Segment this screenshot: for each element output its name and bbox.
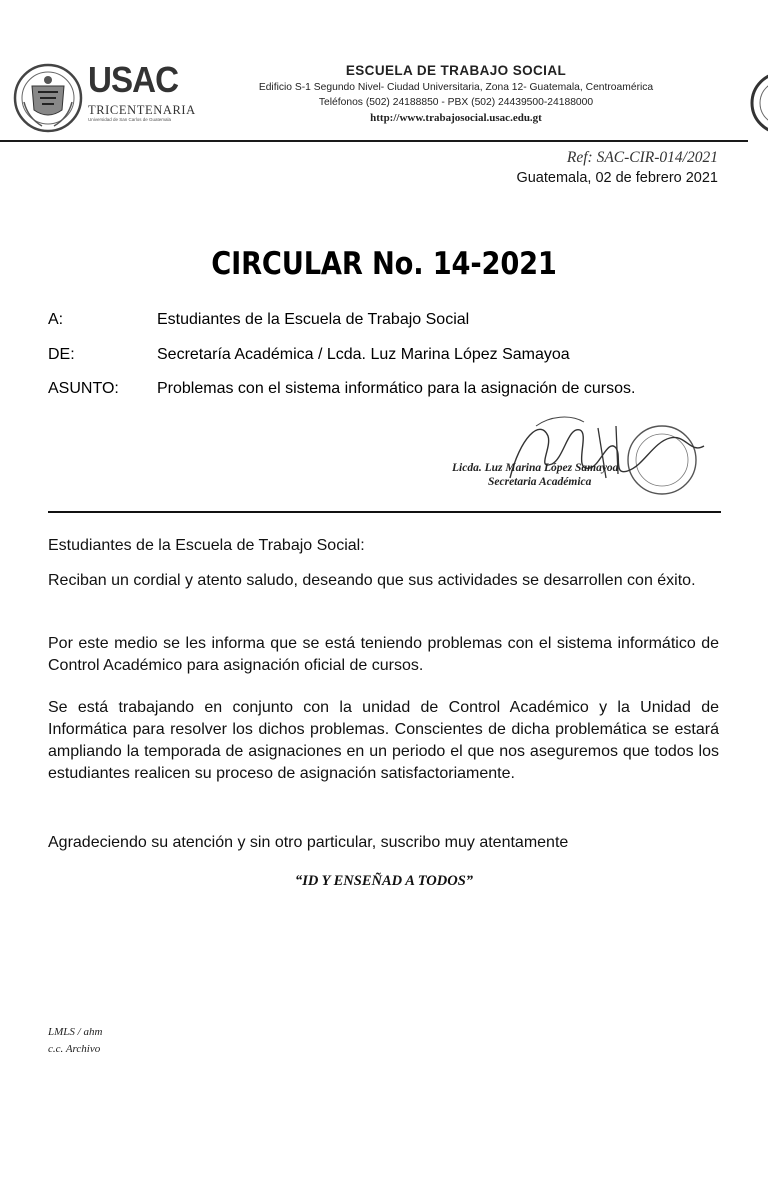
- closing: [48, 832, 719, 854]
- school-address: Edificio S-1 Segundo Nivel- Ciudad Universitaria, Zona 12- Guatemala, Centroamérica: [258, 82, 654, 93]
- school-crest-icon: [748, 70, 768, 136]
- body-divider: [48, 511, 721, 513]
- usac-crest-icon: [12, 62, 84, 134]
- school-name: ESCUELA DE TRABAJO SOCIAL: [345, 63, 567, 78]
- header-label: DE:: [48, 346, 75, 363]
- header-label: ASUNTO:: [48, 380, 119, 397]
- paragraph-text: Por este medio se les informa que se está teniendo problemas con el sistema informático de Control Académico para asignación oficial de cursos.: [48, 635, 719, 674]
- usac-logo-caption: Universidad de San Carlos de Guatemala: [88, 117, 172, 122]
- closing-text: Agradeciendo su atención y sin otro particular, suscribo muy atentamente: [48, 834, 569, 851]
- header-value: Problemas con el sistema informático para la asignación de cursos.: [157, 380, 636, 397]
- letter-date: Guatemala, 02 de febrero 2021: [516, 170, 718, 186]
- school-phones: Teléfonos (502) 24188850 - PBX (502) 24439500-24188000: [318, 97, 594, 108]
- paragraph-2: [48, 633, 719, 677]
- greeting-text: Estudiantes de la Escuela de Trabajo Social:: [48, 537, 365, 554]
- circular-title: CIRCULAR No. 14-2021: [211, 246, 557, 282]
- footer-cc: c.c. Archivo: [48, 1043, 101, 1055]
- usac-logo-word: USAC: [88, 59, 179, 100]
- greeting: [48, 535, 719, 557]
- signature-stamp-icon: [440, 408, 740, 508]
- signatory-name: Licda. Luz Marina López Samayoa: [452, 462, 619, 474]
- header-label: A:: [48, 311, 64, 328]
- footer-initials: LMLS / ahm: [48, 1026, 103, 1038]
- reference-number: Ref: SAC-CIR-014/2021: [566, 149, 718, 166]
- usac-logo-sub: TRICENTENARIA: [88, 103, 196, 117]
- header-value: Estudiantes de la Escuela de Trabajo Social: [157, 311, 470, 328]
- usac-logo: [88, 59, 196, 123]
- header-value: Secretaría Académica / Lcda. Luz Marina López Samayoa: [157, 346, 570, 363]
- paragraph-3: [48, 697, 719, 785]
- paragraph-text: Se está trabajando en conjunto con la unidad de Control Académico y la Unidad de Informática para resolver los dichos problemas. Conscientes de dicha problemática se estará ampliando la temporada de asignaciones en un periodo el que nos aseguremos que todos los estudiantes realicen su proceso de asignación satisfactoriamente.: [48, 699, 719, 782]
- school-url: http://www.trabajosocial.usac.edu.gt: [370, 112, 542, 124]
- paragraph-1: [48, 570, 719, 592]
- signatory-title: Secretaria Académica: [488, 476, 592, 488]
- letterhead-divider: [0, 140, 748, 142]
- letterhead: [206, 62, 706, 126]
- paragraph-text: Reciban un cordial y atento saludo, deseando que sus actividades se desarrollen con éxito.: [48, 572, 696, 589]
- motto: “ID Y ENSEÑAD A TODOS”: [294, 873, 474, 889]
